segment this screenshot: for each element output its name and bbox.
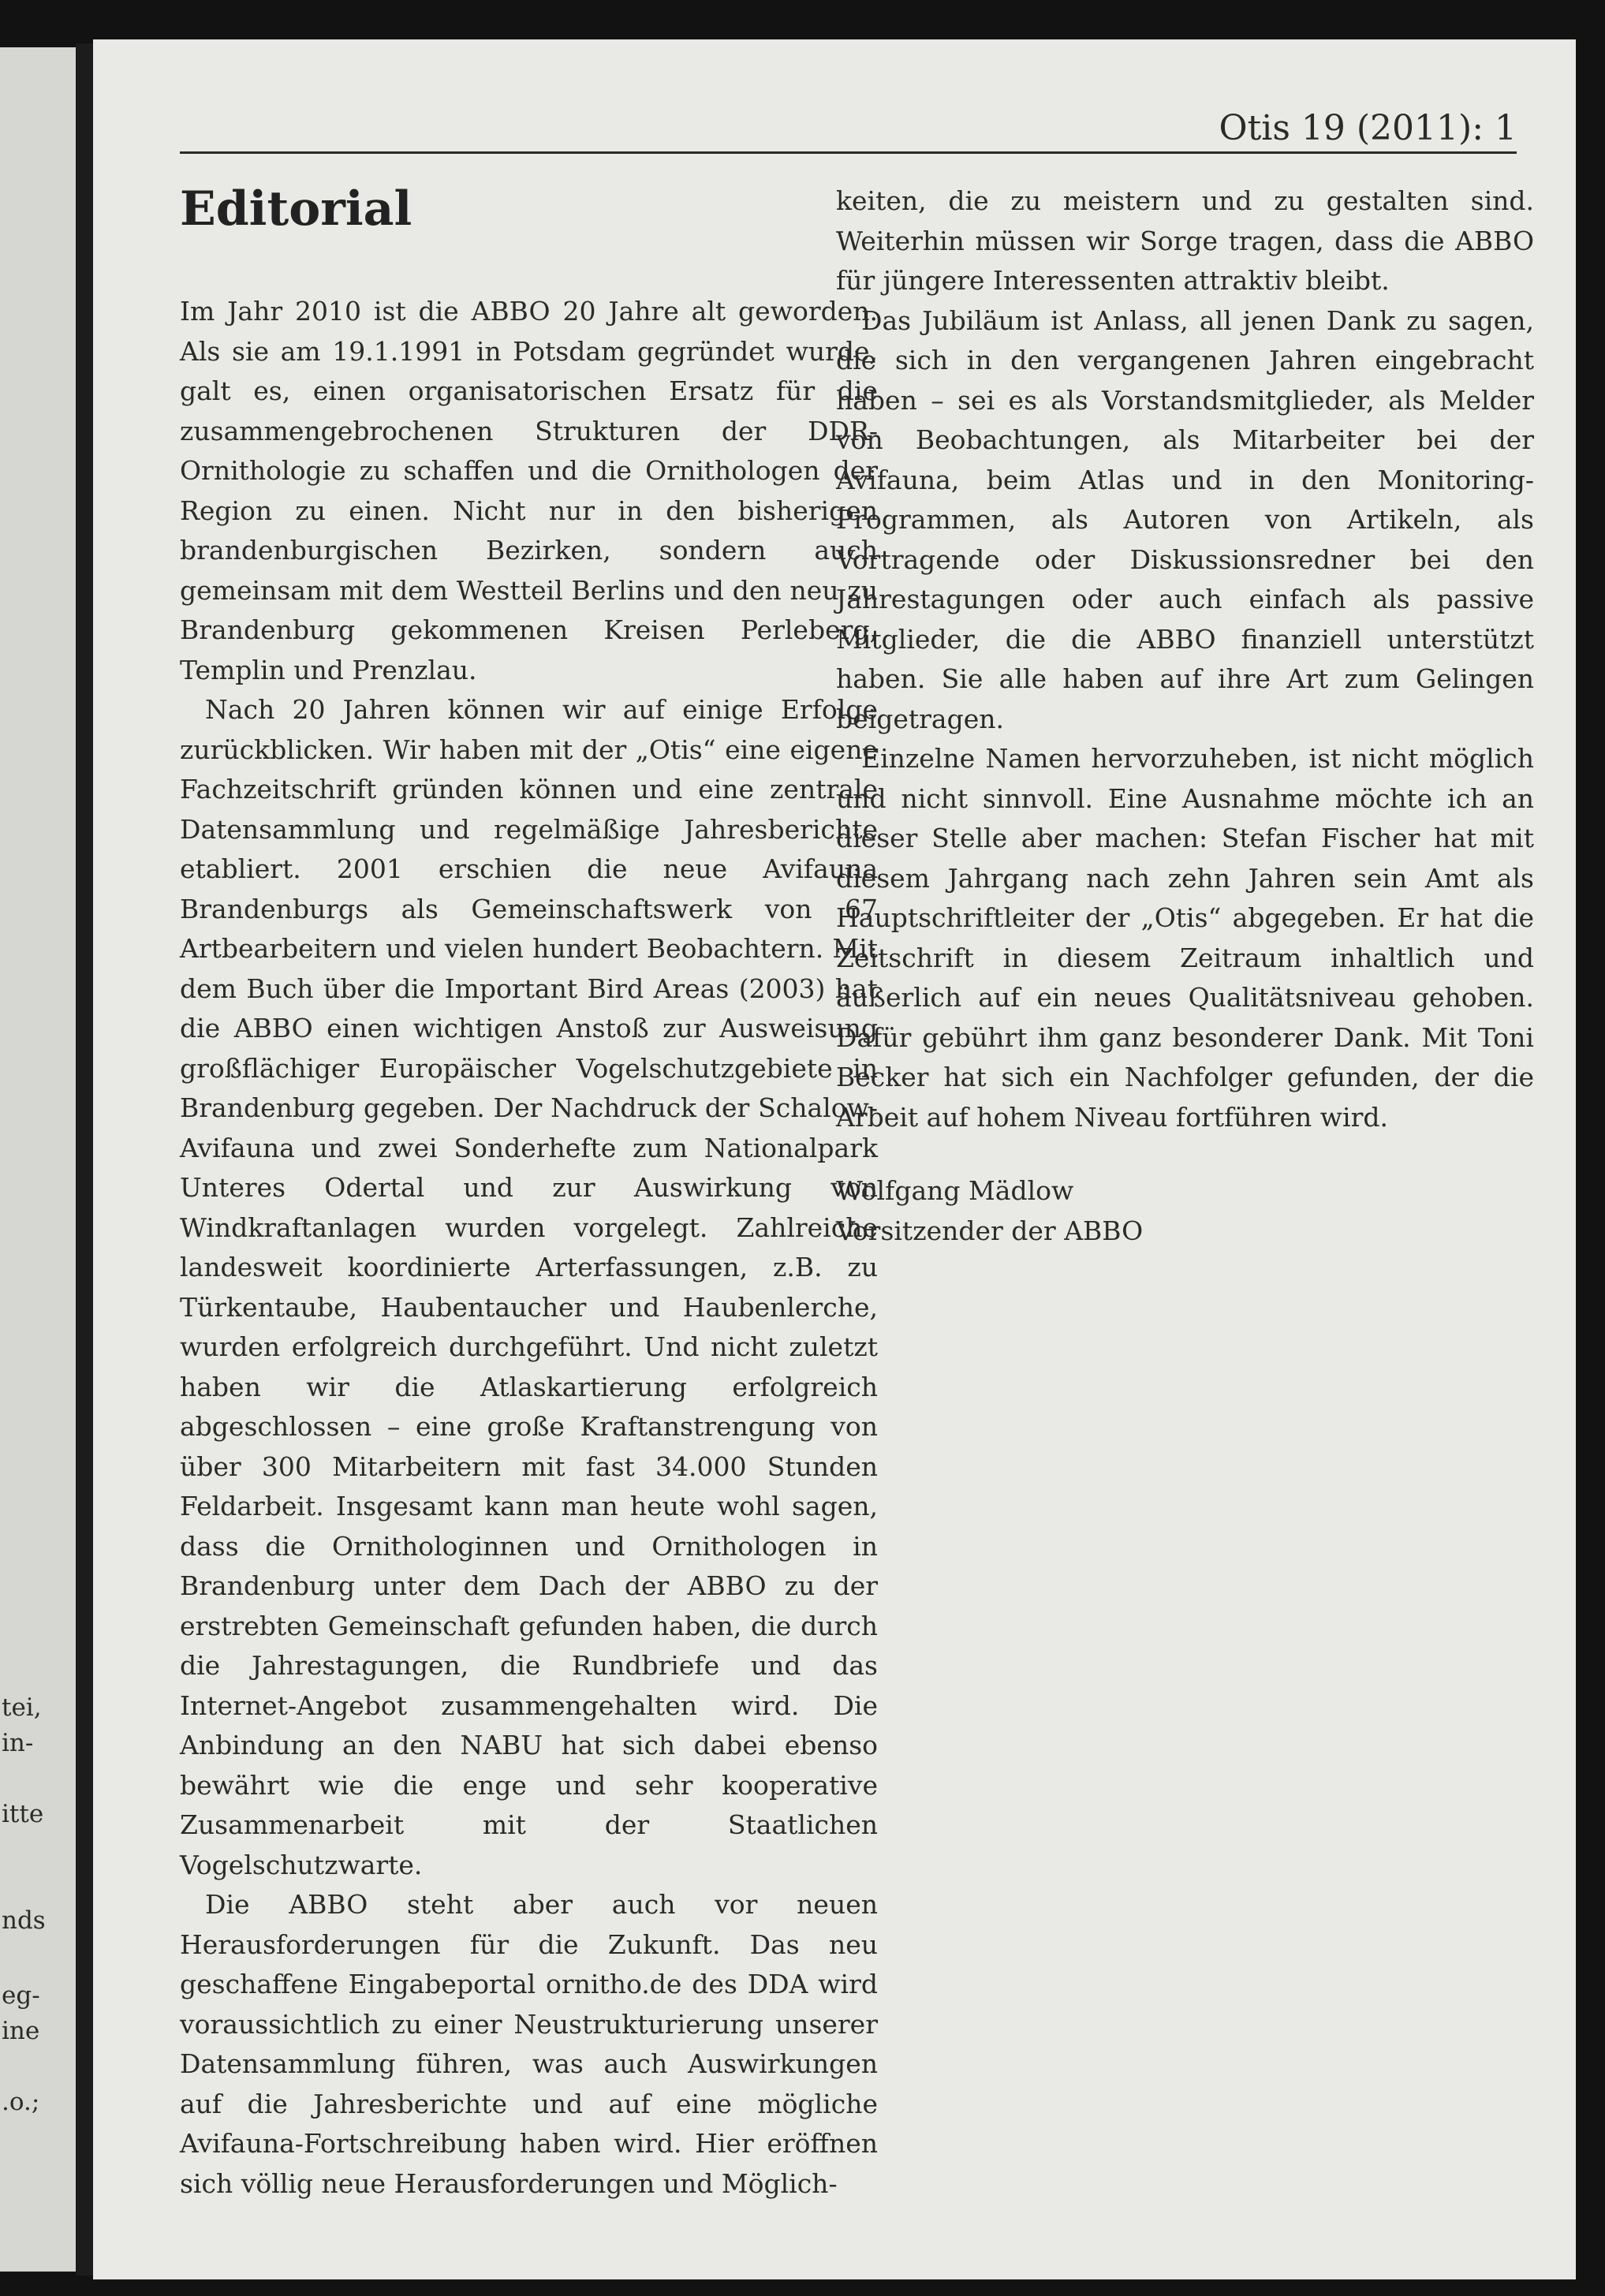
text-column-left bbox=[180, 292, 878, 2204]
paragraph: Die ABBO steht aber auch vor neuen Herausforderungen für die Zukunft. Das neu geschaffene Eingabeportal ornitho.de des DDA wird voraussichtlich zu einer Neustrukturierung unserer Datensammlung führen, was auch Auswirkungen auf die Jahresberichte und auf eine mögliche Avifauna-Fortschreibung haben wird. Hier eröffnen sich völlig neue Herausforderungen und Möglich- bbox=[180, 1889, 878, 2199]
facing-page-fragment: in- bbox=[2, 1729, 34, 1757]
text-column-right bbox=[836, 181, 1534, 1137]
paragraph: Das Jubiläum ist Anlass, all jenen Dank zu sagen, die sich in den vergangenen Jahren eingebracht haben – sei es als Vorstandsmitglieder, als Melder von Beobachtungen, als Mitarbeiter bei der Avifauna, beim Atlas und in den Monitoring-Programmen, als Autoren von Artikeln, als Vortragende oder Diskussionsredner bei den Jahrestagungen oder auch einfach als passive Mitglieder, die die ABBO finanziell unterstützt haben. Sie alle haben auf ihre Art zum Gelingen beigetragen. bbox=[836, 304, 1534, 734]
signature-block bbox=[836, 1171, 1143, 1251]
journal-page bbox=[93, 39, 1576, 2279]
book-spine bbox=[76, 43, 93, 2275]
facing-page-fragment: itte bbox=[2, 1800, 44, 1828]
paragraph: Einzelne Namen hervorzuheben, ist nicht möglich und nicht sinnvoll. Eine Ausnahme möchte ich an dieser Stelle aber machen: Stefan Fischer hat mit diesem Jahrgang nach zehn Jahren sein Amt als Hauptschriftleiter der „Otis“ abgegeben. Er hat die Zeitschrift in diesem Zeitraum inhaltlich und äußerlich auf ein neues Qualitätsniveau gehoben. Dafür gebührt ihm ganz besonderer Dank. Mit Toni Becker hat sich ein Nachfolger gefunden, der die Arbeit auf hohem Niveau fortführen wird. bbox=[836, 743, 1534, 1133]
facing-page-fragment: eg- bbox=[2, 1981, 40, 2010]
running-head: Otis 19 (2011): 1 bbox=[180, 110, 1517, 154]
facing-page-fragment: tei, bbox=[2, 1693, 42, 1722]
paragraph: Nach 20 Jahren können wir auf einige Erfolge zurückblicken. Wir haben mit der „Otis“ eine eigene Fachzeitschrift gründen können und eine zentrale Datensammlung und regelmäßige Jahresberichte etabliert. 2001 erschien die neue Avifauna Brandenburgs als Gemeinschaftswerk von 67 Artbearbeitern und vielen hundert Beobachtern. Mit dem Buch über die Important Bird Areas (2003) hat die ABBO einen wichtigen Anstoß zur Ausweisung großflächiger Europäischer Vogelschutzgebiete in Brandenburg gegeben. Der Nachdruck der Schalow-Avifauna und zwei Sonderhefte zum Nationalpark Unteres Odertal und zur Auswirkung von Windkraftanlagen wurden vorgelegt. Zahlreiche landesweit koordinierte Arterfassungen, z.B. zu Türkentaube, Haubentaucher und Haubenlerche, wurden erfolgreich durchgeführt. Und nicht zuletzt haben wir die Atlaskartierung erfolgreich abgeschlossen – eine große Kraftanstrengung von über 300 Mitarbeitern mit fast 34.000 Stunden Feldarbeit. Insgesamt kann man heute wohl sagen, dass die Ornithologinnen und Ornithologen in Brandenburg unter dem Dach der ABBO zu der erstrebten Gemeinschaft gefunden haben, die durch die Jahrestagungen, die Rundbriefe und das Internet-Angebot zusammengehalten wird. Die Anbindung an den NABU hat sich dabei ebenso bewährt wie die enge und sehr kooperative Zusammenarbeit mit der Staatlichen Vogelschutzwarte. bbox=[180, 694, 878, 1880]
article-title: Editorial bbox=[180, 181, 412, 237]
paragraph: Im Jahr 2010 ist die ABBO 20 Jahre alt geworden. Als sie am 19.1.1991 in Potsdam gegründet wurde, galt es, einen organisatorischen Ersatz für die zusammengebrochenen Strukturen der DDR-Ornithologie zu schaffen und die Ornithologen der Region zu einen. Nicht nur in den bisherigen brandenburgischen Bezirken, sondern auch gemeinsam mit dem Westteil Berlins und den neu zu Brandenburg gekommenen Kreisen Perleberg, Templin und Prenzlau. bbox=[180, 296, 878, 685]
signature-name: Wolfgang Mädlow bbox=[836, 1175, 1074, 1206]
paragraph: keiten, die zu meistern und zu gestalten sind. Weiterhin müssen wir Sorge tragen, dass die ABBO für jüngere Interessenten attraktiv bleibt. bbox=[836, 185, 1534, 296]
facing-page-fragment: nds bbox=[2, 1906, 46, 1935]
facing-page-fragment: .o.; bbox=[2, 2088, 40, 2116]
facing-page-fragment: ine bbox=[2, 2017, 40, 2045]
facing-page-edge bbox=[0, 47, 76, 2272]
signature-role: Vorsitzender der ABBO bbox=[836, 1215, 1144, 1246]
